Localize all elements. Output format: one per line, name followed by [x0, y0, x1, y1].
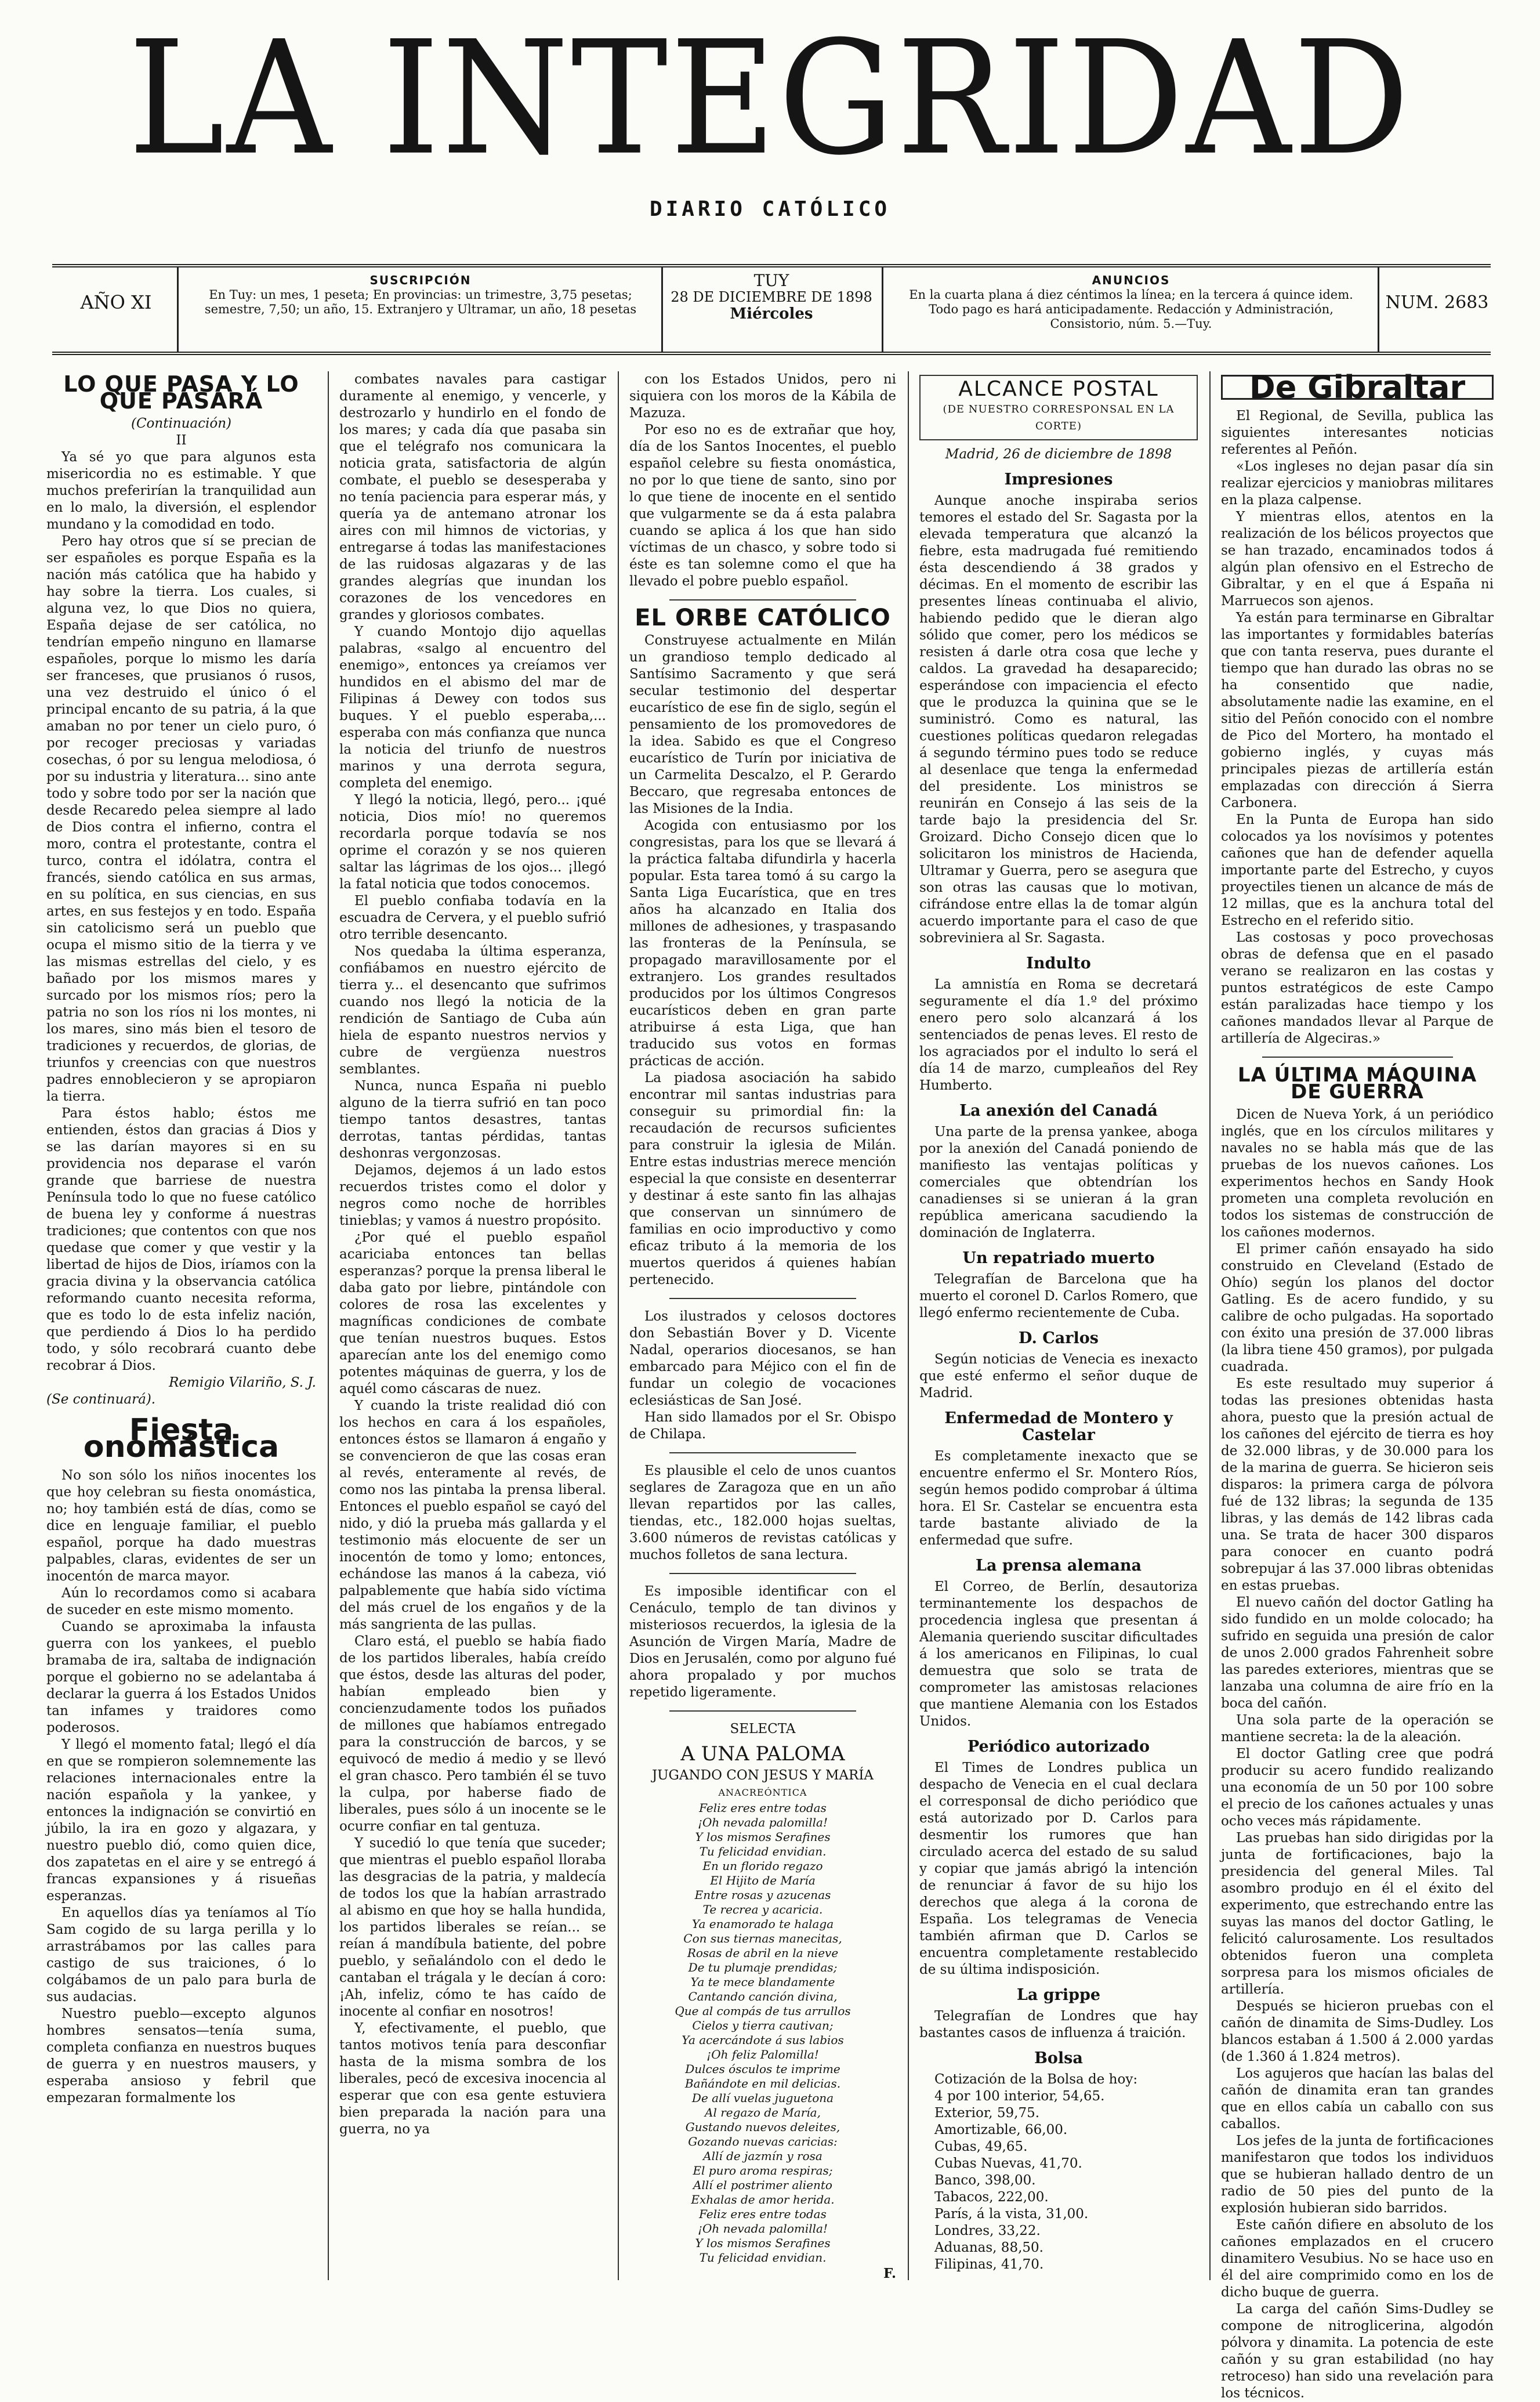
paragraph: Ya sé yo que para algunos esta misericordia no es estimable. Y que muchos preferirían la tranquilidad aun en lo malo, la diversión, el esplendor mundano y la comodidad en todo. [46, 450, 316, 532]
bolsa-line: Cubas, 49,65. [934, 2139, 1028, 2154]
paragraph: combates navales para castigar duramente al enemigo, y vencerle, y destrozarlo y hundirlo en el fondo de los mares; y cada día que pasaba sin que el telégrafo nos comunicara la noticia grata, satisfactoria de algún combate, el pueblo se desesperaba y no tenía paciencia para esperar más, y quería ya de antemano atronar los aires con mil himnos de victorias, y entregarse á todas las manifestaciones de las ruidosas algazaras y de las grandes alegrías que inundan los corazones de los vencedores en grandes y gloriosos combates. [339, 372, 606, 623]
ads-text: En la cuarta plana á diez céntimos la línea; en la tercera á quince idem. Todo pago es hará anticipadamente. Redacción y Administración, Consistorio, núm. 5.—Tuy. [909, 288, 1353, 331]
poem-line: ¡Oh nevada palomilla! [698, 2222, 828, 2235]
section-title: Enfermedad de Montero y Castelar [944, 1409, 1173, 1444]
paragraph: Para éstos hablo; éstos me entienden, éstos dan gracias á Dios y se las darían mayores si en su providencia nos deparase el varón grande que barriese de nuestra Península todo lo que no fuese católico de buena ley y conforme á nuestras tradiciones; que contentos con que nos quedase que comer y que vestir y la libertad de hijos de Dios, iríamos con la gracia divina y la observancia católica reformando cuanto necesita reforma, que es todo lo de esta infeliz nación, que perdiendo á Dios lo ha perdido todo, y sólo recobrará cuanto debe recobrar á Dios. [46, 1106, 316, 1373]
paragraph: Es completamente inexacto que se encuentre enfermo el Sr. Montero Ríos, según hemos podido comprobar á última hora. El Sr. Castelar se encuentra esta tarde bastante aliviado de la enfermedad que sufre. [919, 1449, 1198, 1548]
poem-line: Te recrea y acaricia. [702, 1902, 823, 1916]
section-title: Bolsa [1034, 2049, 1083, 2067]
poem-type: ANACREÓNTICA [718, 1787, 807, 1798]
section-title: Impresiones [1004, 471, 1113, 489]
column-2 [339, 371, 606, 2280]
section-divider [669, 1298, 856, 1299]
box-title: ALCANCE POSTAL [958, 377, 1159, 401]
paragraph: La amnistía en Roma se decretará seguramente el día 1.º del próximo enero pero solo alcanzará á los sentenciados de penas leves. El resto de los agraciados por el indulto lo será el día 14 de marzo, cumpleaños del Rey Humberto. [919, 977, 1198, 1093]
column-3 [629, 371, 896, 2280]
poem-line: Feliz eres entre todas [699, 1801, 827, 1815]
paragraph: La carga del cañón Sims-Dudley se compone de nitroglicerina, algodón pólvora y dinamita. La potencia de este cañón y su gran estabilidad (no hay retroceso) han sido una revelación para los técnicos. [1221, 2302, 1494, 2401]
city-label: TUY [753, 271, 789, 290]
issue-weekday: Miércoles [730, 305, 813, 323]
poem-line: Rosas de abril en la nieve [687, 1946, 839, 1960]
poem-line: Dulces ósculos te imprime [685, 2062, 840, 2076]
column-4 [919, 371, 1198, 2280]
paragraph: Han sido llamados por el Sr. Obispo de Chilapa. [629, 1410, 896, 1442]
column-1 [46, 371, 316, 2280]
paragraph: Por eso no es de extrañar que hoy, día de los Santos Inocentes, el pueblo español celebre su fiesta onomástica, no por lo que tiene de santo, sino por lo que tiene de inocente en el sentido que vulgarmente se da á esta palabra cuando se aplica á los que han sido víctimas de un chasco, y sobre todo si éste es tan solemne como el que ha llevado el pobre pueblo español. [629, 422, 896, 589]
bolsa-line: Tabacos, 222,00. [934, 2190, 1049, 2205]
paragraph: Y, efectivamente, el pueblo, que tantos motivos tenía para desconfiar hasta de la misma sombra de los liberales, pecó de excesiva inocencia al esperar que con esa gente estuviera bien preparada la nación para una guerra, no ya [339, 2021, 606, 2137]
paragraph: El doctor Gatling cree que podrá producir su acero fundido realizando una economía de un 50 por 100 sobre el precio de los cañones actuales y unas ocho veces más rápidamente. [1221, 1746, 1494, 1829]
paragraph: Una sola parte de la operación se mantiene secreta: la de la aleación. [1221, 1713, 1494, 1745]
section-title: D. Carlos [1019, 1329, 1099, 1347]
article-heading: Fiesta onomástica [83, 1413, 280, 1464]
poem-line: Gustando nuevos deleites, [685, 2120, 840, 2134]
newspaper-title: LA INTEGRIDAD [128, 7, 1412, 190]
article-heading: LO QUE PASA Y LO QUE PASARÁ [63, 371, 299, 414]
poem-line: Entre rosas y azucenas [694, 1888, 831, 1902]
poem-line: Con sus tiernas manecitas, [683, 1931, 842, 1945]
section-label: SELECTA [730, 1721, 796, 1737]
paragraph: La piadosa asociación ha sabido encontrar mil santas industrias para conseguir su primordial fin: la recaudación de recursos suficientes para construir la iglesia de Milán. Entre estas industrias merece mención especial la que consiste en desenterrar y destinar á este santo fin las alhajas que conservan un sinnúmero de familias en ocio improductivo y como eficaz tributo á la memoria de los muertos queridos á quienes habían pertenecido. [629, 1070, 896, 1287]
paragraph: Y cuando la triste realidad dió con los hechos en cara á los españoles, entonces éstos se llamaron á engaño y se convencieron de que las cosas eran al revés, enteramente al revés, de como nos las pintaba la prensa liberal. Entonces el pueblo español se cayó del nido, y dió la prueba más gallarda y el testimonio más elocuente de ser un inocentón de tomo y lomo; entonces, echándose las manos á la cabeza, vió palpablemente que había sido víctima del más cruel de los engaños y de la más sangrienta de las pullas. [339, 1398, 606, 1632]
dateline: Madrid, 26 de diciembre de 1898 [945, 447, 1172, 462]
poem-line: Gozando nuevas caricias: [688, 2135, 838, 2148]
column-rule [328, 371, 329, 2280]
paragraph: Aunque anoche inspiraba serios temores el estado del Sr. Sagasta por la elevada temperatura que alcanzó la fiebre, esta madrugada fué remitiendo ésta descendiendo á 38 grados y décimas. En el momento de escribir las presentes líneas continuaba el alivio, habiendo pedido que le dieran algo sólido que comer, pero los médicos se resisten á darle otra cosa que leche y caldos. La gravedad ha desaparecido; esperándose con impaciencia el efecto que le produzca la quinina que se le suministró. Como es natural, las cuestiones políticas quedaron relegadas á segundo término pues todo se reduce al desenlace que tenga la enfermedad del presidente. Los ministros se reunirán en Consejo á las seis de la tarde bajo la presidencia del Sr. Groizard. Dicho Consejo dicen que lo solicitaron los ministros de Hacienda, Ultramar y Guerra, pero se asegura que son otras las causas que lo motivan, cifrándose entre ellas la de tomar algún acuerdo importante para el caso de que sobreviniera al Sr. Sagasta. [919, 493, 1198, 946]
poem-line: Cielos y tierra cautivan; [692, 2018, 834, 2032]
section-title: Indulto [1026, 954, 1091, 972]
poem-line: ¡Oh nevada palomilla! [698, 1815, 828, 1829]
poem-title: A UNA PALOMA [680, 1742, 845, 1766]
paragraph: El Correo, de Berlín, desautoriza terminantemente los despachos de procedencia inglesa que presentan á Alemania queriendo suscitar dificultades á los americanos en Filipinas, lo cual demuestra que solo se trata de comprometer las amistosas relaciones que mantiene Alemania con los Estados Unidos. [919, 1579, 1198, 1729]
section-divider [1262, 1057, 1453, 1058]
section-divider [669, 1710, 856, 1712]
paragraph: ¿Por qué el pueblo español acariciaba entonces tan bellas esperanzas? porque la prensa liberal le daba gato por liebre, pintándole con colores de rosa las excelentes y magníficas condiciones de combate que tenían nuestros buques. Estos aparecían ante los del enemigo como potentes máquinas de guerra, y los de aquél como cáscaras de nuez. [339, 1230, 606, 1397]
info-bar [52, 264, 1491, 355]
poem-signature: F. [883, 2266, 896, 2281]
poem-line: Al regazo de María, [705, 2106, 821, 2119]
alcance-postal-header [919, 375, 1198, 440]
paragraph: Nuestro pueblo—excepto algunos hombres sensatos—tenía suma, completa confianza en nuestros buques de guerra y en nuestros mausers, y esperaba ansioso y febril que empezaran formalmente los [46, 2006, 316, 2106]
paragraph: Nunca, nunca España ni pueblo alguno de la tierra sufrió en tan poco tiempo tantos desastres, tantas derrotas, tantas pérdidas, tantas deshonras vergonzosas. [339, 1079, 606, 1161]
article-heading: EL ORBE CATÓLICO [635, 605, 891, 631]
poem-line: El puro aroma respiras; [693, 2164, 833, 2177]
section-divider [669, 1452, 856, 1453]
bolsa-line: París, á la vista, 31,00. [934, 2206, 1089, 2222]
poem-subtitle: JUGANDO CON JESUS Y MARÍA [651, 1768, 874, 1783]
section-numeral: II [176, 433, 187, 448]
poem-line: De tu plumaje prendidas; [688, 1960, 838, 1974]
paragraph: Según noticias de Venecia es inexacto que esté enfermo el señor duque de Madrid. [919, 1352, 1198, 1401]
paragraph: Construyese actualmente en Milán un grandioso templo dedicado al Santísimo Sacramento y que será secular testimonio del despertar eucarístico de ese fin de siglo, según el pensamiento de los promovedores de la idea. Sabido es que el Congreso eucarístico de Turín por iniciativa de un Carmelita Descalzo, el P. Gerardo Beccaro, que regresaba entonces de las Misiones de la India. [629, 633, 896, 816]
column-rule [618, 371, 619, 2280]
paragraph: Y llegó la noticia, llegó, pero... ¡qué noticia, Dios mío! no queremos recordarla porque todavía se nos oprime el corazón y se nos quieren saltar las lágrimas de los ojos... ¡llegó la fatal noticia que todos conocemos. [339, 793, 606, 892]
year-label: AÑO XI [80, 291, 152, 313]
paragraph: Es plausible el celo de unos cuantos seglares de Zaragoza que en un año llevan repartidos por las calles, tiendas, etc., 182.000 hojas sueltas, 3.600 números de revistas católicas y muchos folletos de sana lectura. [629, 1463, 896, 1562]
info-divider [882, 267, 883, 352]
column-rule [908, 371, 909, 2280]
bolsa-intro: Cotización de la Bolsa de hoy: [934, 2072, 1138, 2087]
poem-line: De allí vuelas juguetona [691, 2091, 834, 2105]
paragraph: El primer cañón ensayado ha sido construido en Cleveland (Estado de Ohío) según los planos del doctor Gatling. Es de acero fundido, y su calibre de ocho pulgadas. Ha soportado con éxito una presión de 37.000 libras (la libra tiene 450 gramos), por pulgada cuadrada. [1221, 1242, 1494, 1374]
paragraph: Ya están para terminarse en Gibraltar las importantes y formidables baterías que con tanta reserva, pues durante el tiempo que han durado las obras no se ha consentido que nadie, absolutamente nadie las examine, en el sitio del Peñón conocido con el nombre de Pico del Mortero, ha montado el gobierno inglés, y cuyas más principales piezas de artillería están emplazadas con dirección á Sierra Carbonera. [1221, 610, 1494, 811]
paragraph: Y llegó el momento fatal; llegó el día en que se rompieron solemnemente las relaciones internacionales entre la nación española y la yankee, y entonces la indignación se convirtió en júbilo, la ira en gozo y algazara, y nuestro pueblo dió, como quien dice, dos zapatetas en el aire y se entregó á francas expansiones y á risueñas esperanzas. [46, 1737, 316, 1904]
paragraph: Y cuando Montojo dijo aquellas palabras, «salgo al encuentro del enemigo», entonces ya creíamos ver hundidos en el abismo del mar de Filipinas á Dewey con todos sus buques. Y el pueblo esperaba,... esperaba con más confianza que nunca la noticia del triunfo de nuestros marinos y una derrota segura, completa del enemigo. [339, 624, 606, 791]
poem-line: Ya acercándote á sus labios [682, 2033, 844, 2047]
bolsa-line: Filipinas, 41,70. [934, 2257, 1044, 2272]
poem-line: Allí de jazmín y rosa [703, 2149, 822, 2163]
paragraph: No son sólo los niños inocentes los que hoy celebran su fiesta onomástica, no; hoy también está de días, como se dice en lenguaje familiar, el pueblo español, porque ha dado muestras palpables, claras, evidentes de ser un inocentón de marca mayor. [46, 1468, 316, 1584]
paragraph: Acogida con entusiasmo por los congresistas, para los que se llevará á la práctica faltaba difundirla y hacerla popular. Esta tarea tomó á su cargo la Santa Liga Eucarística, que en tres años ha alcanzado en Italia dos millones de adhesiones, y traspasando las fronteras de la Península, se propagado maravillosamente por el extranjero. Los grandes resultados producidos por los últimos Congresos eucarísticos deben en gran parte atribuirse á esta Liga, que han traducido sus votos en formas prácticas de acción. [629, 818, 896, 1069]
poem-line: Feliz eres entre todas [699, 2207, 827, 2221]
bolsa-list [919, 2088, 1198, 2273]
article-heading: De Gibraltar [1221, 375, 1494, 400]
section-divider [669, 1573, 856, 1574]
bolsa-line: Aduanas, 88,50. [934, 2240, 1043, 2255]
paragraph: «Los ingleses no dejan pasar día sin realizar ejercicios y maniobras militares en la plaza calpense. [1221, 459, 1494, 508]
issue-date: 28 DE DICIEMBRE DE 1898 [671, 289, 872, 305]
poem-line: Allí el postrimer aliento [693, 2178, 832, 2192]
paragraph: Es imposible identificar con el Cenáculo, templo de tan divinos y misteriosos recuerdos, la iglesia de la Asunción de Virgen María, Madre de Dios en Jerusalén, como por alguno fué ahora propalado y por muchos repetido ligeramente. [629, 1584, 896, 1700]
poem-line: Ya enamorado te halaga [691, 1917, 834, 1931]
paragraph: Es este resultado muy superior á todas las presiones obtenidas hasta ahora, puesto que la presión actual de los cañones del ejército de tierra es hoy de 32.000 libras, y de 30.000 para los de la marina de guerra. Se hicieron seis disparos: la primera carga de pólvora fué de 132 libras; la segunda de 135 libras, y las demás de 142 libras cada una. Se trata de hacer 300 disparos para conocer en cuanto podrá sobrepujar á las 37.000 libras obtenidas en estas pruebas. [1221, 1376, 1494, 1593]
poem-line: Que al compás de tus arrullos [675, 2004, 851, 2018]
paragraph: El Regional, de Sevilla, publica las siguientes interesantes noticias referentes al Peñón. [1221, 408, 1494, 457]
paragraph: El nuevo cañón del doctor Gatling ha sido fundido en un molde colocado; ha sufrido en seguida una presión de calor de unos 2.000 grados Fahrenheit sobre las paredes exteriores, mientras que se lanzaba una columna de aire frío en la boca del cañón. [1221, 1595, 1494, 1711]
bolsa-line: 4 por 100 interior, 54,65. [934, 2089, 1105, 2104]
column-rule [1209, 371, 1211, 2280]
bolsa-line: Londres, 33,22. [934, 2223, 1041, 2238]
info-divider [1378, 267, 1379, 352]
section-divider [669, 599, 856, 600]
article-heading: LA ÚLTIMA MÁQUINA DE GUERRA [1237, 1063, 1477, 1104]
continued-note: (Se continuará). [46, 1392, 156, 1407]
author-signature: Remigio Vilariño, S. J. [169, 1375, 316, 1390]
section-title: Un repatriado muerto [962, 1249, 1155, 1267]
poem-line: Cantando canción divina, [688, 1989, 838, 2003]
bolsa-line: Cubas Nuevas, 41,70. [934, 2156, 1082, 2171]
section-title: La prensa alemana [975, 1557, 1142, 1575]
paragraph: En la Punta de Europa han sido colocados ya los novísimos y potentes cañones que han de defender aquella importante parte del Estrecho, y cuyos proyectiles tienen un alcance de más de 12 millas, que es la anchura total del Estrecho en el referido sitio. [1221, 812, 1494, 928]
paragraph: Las pruebas han sido dirigidas por la junta de fortificaciones, bajo la presidencia del general Miles. Tal asombro produjo en él el éxito del experimento, que estrechando entre las suyas las manos del doctor Gatling, le felicitó calurosamente. Los resultados obtenidos fueron una completa sorpresa para los mismos oficiales de artillería. [1221, 1831, 1494, 1997]
poem-line: Ya te mece blandamente [690, 1975, 835, 1989]
masthead [0, 7, 1540, 221]
paragraph: Después se hicieron pruebas con el cañón de dinamita de Sims-Dudley. Los blancos estaban á 1.500 á 2.000 yardas (de 1.360 á 1.824 metros). [1221, 1999, 1494, 2064]
paragraph: El Times de Londres publica un despacho de Venecia en el cual declara el corresponsal de dicho periódico que está autorizado por D. Carlos para desmentir los rumores que han circulado acerca del estado de su salud y copiar que jamás abrigó la intención de renunciar á favor de su hijo los derechos que alega á la corona de España. Los telegramas de Venecia también afirman que D. Carlos se encuentra completamente restablecido de su última indisposición. [919, 1760, 1198, 1977]
paragraph: Las costosas y poco provechosas obras de defensa que en el pasado verano se realizaron en las costas y puntos estratégicos de este Campo están paralizadas hace tiempo y los cañones mandados llevar al Parque de artillería de Algeciras.» [1221, 930, 1494, 1046]
info-divider [177, 267, 179, 352]
poem-line: Y los mismos Serafines [695, 2236, 831, 2250]
ads-title: ANUNCIOS [1092, 273, 1171, 287]
paragraph: Aún lo recordamos como si acabara de suceder en este mismo momento. [46, 1586, 316, 1618]
bolsa-line: Exterior, 59,75. [934, 2106, 1040, 2121]
paragraph: Y sucedió lo que tenía que suceder; que mientras el pueblo español lloraba las desgracias de la patria, y maldecía de todos los que la habían arrastrado al abismo en que hoy se halla hundida, los partidos liberales se reían... se reían á mandíbula batiente, del pobre pueblo, y señalándolo con el dedo le cantaban el trágala y le decían á coro: ¡Ah, infeliz, cómo te has caído de inocente al confiar en nosotros! [339, 1836, 606, 2019]
issue-number: NUM. 2683 [1385, 292, 1489, 313]
paragraph: Pero hay otros que sí se precian de ser españoles es porque España es la nación más católica que ha habido y hay sobre la tierra. Los cuales, si alguna vez, lo que Dios no quiera, España dejase de ser católica, no tendrían empeño ninguno en llamarse españoles, porque lo mismo les daría ser franceses, que prusianos ó rusos, una vez destruido el único ó el principal encanto de su patria, á la que amaban no por tener un cielo puro, ó por recoger preciosas y variadas cosechas, ó por su lengua melodiosa, ó por su industria y literatura... sino ante todo y sobre todo por ser la nación que desde Recaredo pelea siempre al lado de Dios contra el infierno, contra el moro, contra el protestante, contra el turco, contra el idólatra, contra el francés, siendo católica en sus armas, en su política, en sus ciencias, en sus artes, en sus festejos y en todo. España sin catolicismo será un pueblo que ocupa el mismo sitio de la tierra y ve las mismas estrellas del cielo, y es bañado por los mismos mares y surcado por los mismos ríos; pero la patria no son los ríos ni los montes, ni los mares, sino más bien el tesoro de tradiciones y recuerdos, de glorias, de triunfos y creencias con que nuestros padres ennoblecieron y se apropiaron la tierra. [46, 534, 316, 1104]
paragraph: Dejamos, dejemos á un lado estos recuerdos tristes como el dolor y negros como noche de horribles tinieblas; y vamos á nuestro propósito. [339, 1163, 606, 1228]
subscription-title: SUSCRIPCIÓN [369, 273, 472, 287]
dateline-box [670, 273, 873, 321]
poem-line: Y los mismos Serafines [695, 1830, 831, 1844]
paragraph: Los ilustrados y celosos doctores don Sebastián Bover y D. Vicente Nadal, operarios diocesanos, se han embarcado para Méjico con el fin de fundar un colegio de vocaciones eclesiásticas de San José. [629, 1309, 896, 1408]
poem-line: El Hijito de María [710, 1873, 816, 1887]
paragraph: Telegrafían de Londres que hay bastantes casos de influenza á traición. [919, 2009, 1198, 2041]
paragraph: Y mientras ellos, atentos en la realización de los bélicos proyectos que se han trazado, encaminados todos á algún plan ofensivo en el Estrecho de Gibraltar, y en el que á España ni Marruecos son ajenos. [1221, 509, 1494, 609]
bolsa-line: Banco, 398,00. [934, 2173, 1036, 2188]
poem-line: Exhalas de amor herida. [691, 2193, 835, 2206]
poem-line: Tu felicidad envidian. [699, 1844, 827, 1858]
paragraph: Cuando se aproximaba la infausta guerra con los yankees, el pueblo bramaba de ira, saltaba de indignación porque el gobierno no se adelantaba á declarar la guerra á los Estados Unidos tan infames y traidores como poderosos. [46, 1619, 316, 1735]
bolsa-line: Amortizable, 66,00. [934, 2122, 1068, 2137]
section-title: La anexión del Canadá [959, 1102, 1158, 1120]
paragraph: Este cañón difiere en absoluto de los cañones emplazados en el crucero dinamitero Vesubius. No se hace uso en él del aire comprimido como en los de dicho buque de guerra. [1221, 2217, 1494, 2300]
subscription-text: En Tuy: un mes, 1 peseta; En provincias: un trimestre, 3,75 pesetas; semestre, 7,50; un año, 15. Extranjero y Ultramar, un año, 18 pesetas [204, 288, 637, 316]
info-divider [661, 267, 663, 352]
ads-box [893, 273, 1369, 331]
section-title: La grippe [1016, 1986, 1101, 2004]
poem-line: Tu felicidad envidian. [699, 2251, 827, 2264]
poem-line: ¡Oh feliz Palomilla! [706, 2048, 819, 2061]
paragraph: Los jefes de la junta de fortificaciones manifestaron que todos los individuos que se hubieran hallado dentro de un radio de 50 pies del punto de la explosión hubieran sido barridos. [1221, 2133, 1494, 2216]
paragraph: Dicen de Nueva York, á un periódico inglés, que en los círculos militares y navales no se habla más que de las pruebas de los nuevos cañones. Los experimentos hechos en Sandy Hook prometen una completa revolución en todos los sistemas de construcción de los cañones modernos. [1221, 1107, 1494, 1240]
newspaper-subtitle: DIARIO CATÓLICO [649, 197, 891, 221]
paragraph: Nos quedaba la última esperanza, confiábamos en nuestro ejército de tierra y... el desencanto que sufrimos cuando nos llegó la noticia de la rendición de Santiago de Cuba aún hiela de espanto nuestros nervios y cubre de vergüenza nuestros semblantes. [339, 944, 606, 1077]
paragraph: con los Estados Unidos, pero ni siquiera con los moros de la Kábila de Mazuza. [629, 372, 896, 421]
paragraph: El pueblo confiaba todavía en la escuadra de Cervera, y el pueblo sufrió otro terrible desencanto. [339, 893, 606, 942]
paragraph: En aquellos días ya teníamos al Tío Sam cogido de su larga perilla y lo arrastrábamos por las calles para castigo de sus traiciones, ó lo colgábamos de un palo para burla de sus audacias. [46, 1905, 316, 2005]
poem-line: En un florido regazo [702, 1859, 823, 1873]
continuation-note: (Continuación) [131, 416, 232, 431]
poem [629, 1801, 896, 2265]
section-title: Periódico autorizado [967, 1738, 1150, 1756]
paragraph: Una parte de la prensa yankee, aboga por la anexión del Canadá poniendo de manifiesto las ventajas políticas y comerciales que obtendrían los canadienses si se unieran á la gran república americana sacudiendo la dominación de Inglaterra. [919, 1124, 1198, 1240]
box-subtitle: (DE NUESTRO CORRESPONSAL EN LA CORTE) [943, 403, 1175, 432]
column-5 [1221, 369, 1494, 2401]
paragraph: Telegrafían de Barcelona que ha muerto el coronel D. Carlos Romero, que llegó enfermo recientemente de Cuba. [919, 1272, 1198, 1321]
subscription-box [189, 273, 653, 317]
paragraph: Claro está, el pueblo se había fiado de los partidos liberales, había creído que éstos, desde las alturas del poder, habían empleado bien y concienzudamente todos los puñados de millones que habíamos entregado para la construcción de barcos, y se equivocó de medio á medio y se llevó el gran chasco. Pero también él se tuvo la culpa, por haberse fiado de liberales, pues sólo á un inocente se le ocurre confiar en tal gentuza. [339, 1634, 606, 1834]
paragraph: Los agujeros que hacían las balas del cañón de dinamita eran tan grandes que en ellos cabía un caballo con sus caballos. [1221, 2066, 1494, 2132]
poem-line: Bañándote en mil delicias. [684, 2077, 841, 2090]
